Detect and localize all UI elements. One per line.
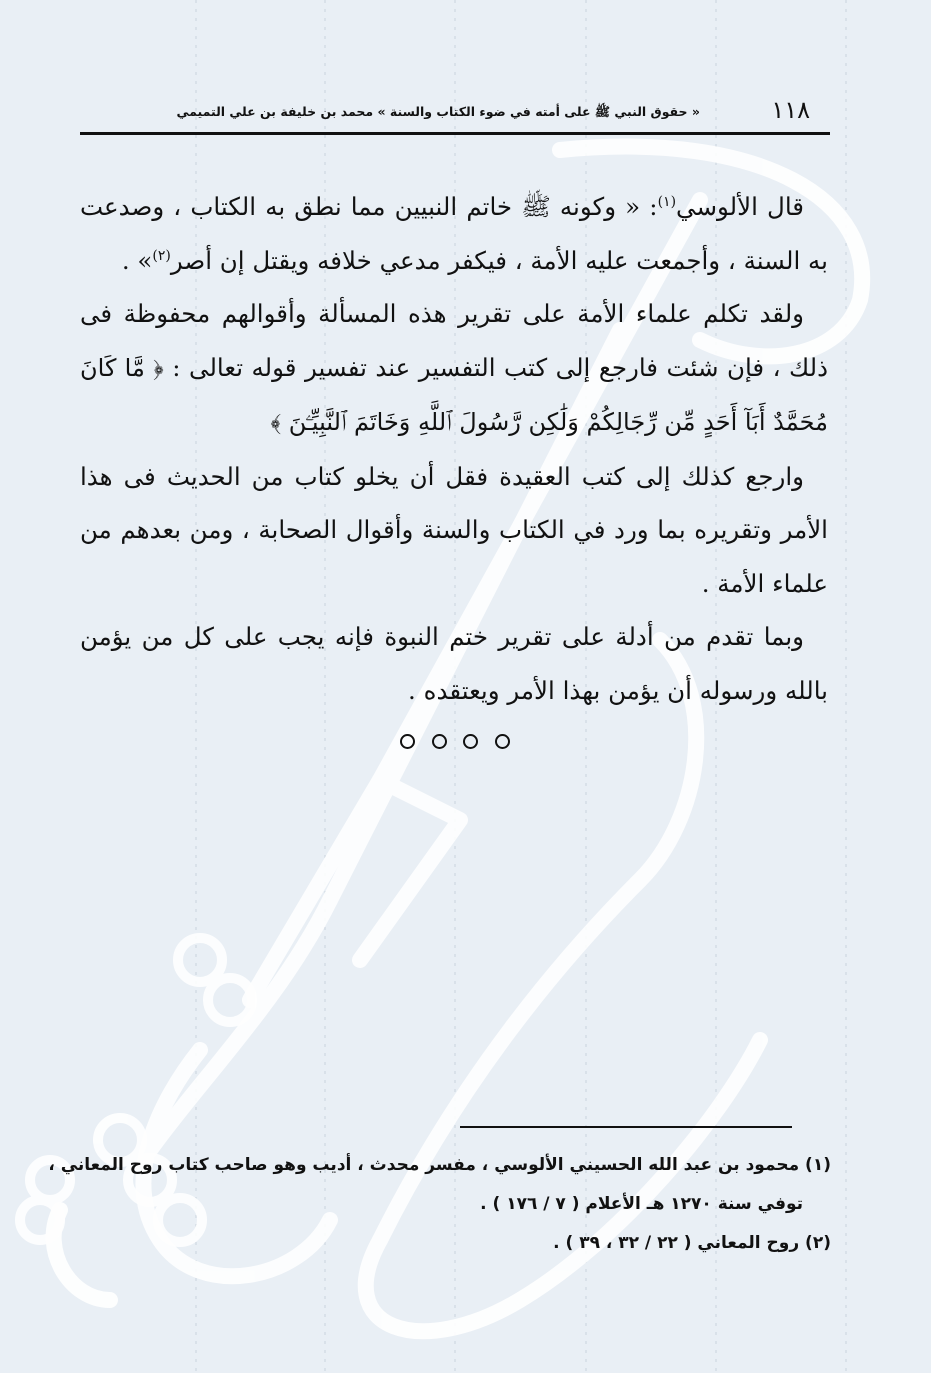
footnotes — [48, 1146, 831, 1263]
page-number: ١١٨ — [771, 96, 810, 124]
footnote-1-line-1: (١) محمود بن عبد الله الحسيني الألوسي ، مفسر محدث ، أديب وهو صاحب كتاب روح المعاني ، — [48, 1155, 831, 1175]
paragraph-3 — [80, 450, 828, 611]
quote-close: » . — [121, 245, 153, 275]
paragraph-3-text: وارجع كذلك إلى كتب العقيدة فقل أن يخلو كتاب من الحديث فى هذا الأمر وتقريره بما ورد في الكتاب والسنة وأقوال الصحابة ، ومن بعدهم من علماء الأمة . — [80, 461, 828, 598]
quote-text: : « وكونه ﷺ خاتم النبيين مما نطق به الكتاب ، وصدعت به السنة ، وأجمعت عليه الأمة ، فيكفر مدعي خلافه ويقتل إن أصر — [80, 192, 828, 275]
paragraph-2 — [80, 287, 828, 450]
paragraph-4-text: وبما تقدم من أدلة على تقرير ختم النبوة فإنه يجب على كل من يؤمن بالله ورسوله أن يؤمن بهذا الأمر ويعتقده . — [80, 622, 828, 705]
page-header — [80, 96, 830, 135]
paragraph-4 — [80, 610, 828, 717]
running-title: « حقوق النبي ﷺ على أمته في ضوء الكتاب والسنة » محمد بن خليفة بن علي التميمي — [176, 104, 700, 119]
author-name: قال الألوسي — [676, 192, 804, 221]
footnote-ref-2[interactable]: (٢) — [152, 247, 171, 264]
footnote-2: (٢) روح المعاني ( ٢٢ / ٣٢ ، ٣٩ ) . — [553, 1233, 831, 1253]
section-separator — [400, 726, 510, 756]
paragraph-1 — [80, 180, 828, 287]
separator-ring-icon — [432, 734, 447, 749]
main-text — [80, 180, 828, 717]
separator-ring-icon — [400, 734, 415, 749]
footnote-ref-1[interactable]: (١) — [657, 193, 677, 210]
footnote-1-line-2: توفي سنة ١٢٧٠ هـ الأعلام ( ٧ / ١٧٦ ) . — [480, 1194, 803, 1214]
quran-verse: ﴿ مَّا كَانَ مُحَمَّدٌ أَبَآ أَحَدٍ مِّن رِّجَالِكُمْ وَلَٰكِن رَّسُولَ ٱللَّهِ وَخَاتَمَ ٱلنَّبِيِّـۧنَ ﴾ — [80, 353, 828, 436]
separator-ring-icon — [495, 734, 510, 749]
footnote-rule — [460, 1126, 792, 1128]
separator-ring-icon — [463, 734, 478, 749]
paragraph-2-text: ولقد تكلم علماء الأمة على تقرير هذه المسألة وأقوالهم محفوظة فى ذلك ، فإن شئت فارجع إلى كتب التفسير عند تفسير قوله تعالى : — [80, 299, 829, 382]
